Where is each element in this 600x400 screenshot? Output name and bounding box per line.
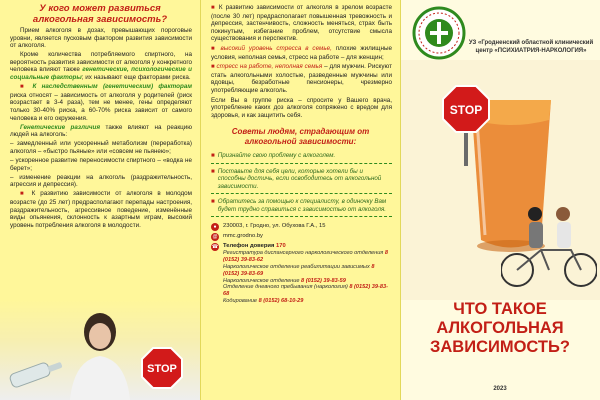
bullet-icon: ■ [211,198,215,206]
location-pin-icon: ● [211,223,219,231]
text-span: К развитию зависимости от алкоголя в зрелом возрасте (после 30 лет) предрасполагает повышенная тревожность и депрессия, застенчивость, сложность меняться, страх быть покинутым, избегание проблем, отсутствие смысла существования и перспектив. [211,4,392,43]
woman-refusing-photo [0,300,200,400]
stop-sign-icon [441,84,491,166]
phone-entry [223,250,392,264]
woman-icon [60,310,140,400]
highlight-green: генетические, психологические и социальные факторы [10,66,192,82]
panel2-para-3 [211,63,392,94]
list-item: – замедленный или ускоренный метаболизм (переработка) алкоголя – «быстро пьяные» или «совсем не пьянею»; [10,140,192,155]
brochure-title: ЧТО ТАКОЕ АЛКОГОЛЬНАЯ ЗАВИСИМОСТЬ? [430,300,570,356]
bullet-icon: ■ [211,167,215,175]
hotline [223,243,392,250]
panel1-body [0,27,200,229]
phone-label: Кодирование [223,297,258,304]
panel2-para-2 [211,45,392,61]
organization-name: УЗ «Гродненский областной клинический центр «ПСИХИАТРИЯ-НАРКОЛОГИЯ» [468,40,594,54]
text-span: – для мужчин. Рискуют стать алкогольными холостые, разведенные мужчины или вдовцы, безработные пенсионеры, чрезмерно употребляющие алкоголь. [211,63,392,94]
stop-sign-text: STOP [147,363,177,375]
hotline-number: 170 [276,243,286,250]
tip-text: Обратитесь за помощью к специалисту, в одиночку Вам будет трудно справиться с зависимостью от алкоголя. [217,198,387,213]
phone-number: 8 (0152) 39-83-59 [301,277,346,284]
phones-list [223,243,392,304]
stop-sign-icon [140,346,184,390]
phone-entry [223,284,392,298]
phone-icon: ☎ [211,244,219,251]
text-span: ; их называют еще факторами риска. [81,74,191,82]
highlight-red: стресс на работе, неполная семья [216,63,323,71]
address-row [211,223,392,231]
bullet-icon [211,45,221,52]
tip-item [211,150,392,164]
panel1-para-2 [10,51,192,81]
panel1-para-5 [10,190,192,229]
phone-number: 8 (0152) 39-83-69 [223,263,375,277]
highlight-green: К наследственным (генетическим) факторам [32,83,192,91]
bullet-icon [20,190,32,197]
panel2-para-4: Если Вы в группе риска – спросите у Вашего врача, употребление каких доз алкоголя сопряжено с вредом для здоровья, и как защитить себя. [211,96,392,119]
bullet-icon: ■ [211,152,215,160]
panel1-para-1: Прием алкоголя в дозах, превышающих пороговые уровни, является пусковым фактором развития зависимости от алкоголя. [10,27,192,50]
hotline-label: Телефон доверия [223,243,275,250]
panel2-para-1 [211,4,392,43]
highlight-red: высокий уровень стресса в семье, [220,44,332,52]
panel1-para-3 [10,83,192,122]
phone-label: Регистратура диспансерного наркологического отделения [223,250,384,257]
phone-number: 8 (0152) 39-83-62 [223,250,388,264]
phone-label: Наркологическое отделение [223,277,300,284]
tip-text: Поставьте для себя цели, которые хотели бы и способны достичь, если освободитесь от алкогольной зависимости. [217,167,382,190]
text-span: также влияют на реакцию людей на алкоголь: [10,123,192,139]
phone-entry [223,298,392,305]
bullet-icon [211,4,219,11]
phone-number: 8 (0152) 39-83-68 [223,284,388,298]
tandem-bike-couple-icon [501,200,597,290]
website-link[interactable]: mmc.grodno.by [223,233,263,240]
address-text: 230003, г. Гродно, ул. Обухова Г.А., 15 [223,223,326,230]
tip-item [211,166,392,195]
clinic-logo [412,6,466,60]
phone-number: 8 (0152) 68-10-29 [258,297,304,304]
bullet-icon [20,83,32,90]
panel2-body [201,0,400,119]
text-span: К развитию зависимости от алкоголя в молодом возрасте (до 25 лет) предрасполагают перепады настроения, раздражительность, агрессивное поведение, изменённые виды опьянения, склонность к азартным играм, высокий уровень потребления алкоголя в молодости. [10,190,193,229]
hotline-row [211,243,392,304]
list-item: – ускоренное развитие переносимости спиртного – «водка не берет»; [10,157,192,172]
text-span: плохие жилищные условия, неполная семья, стресс на работе – для женщин; [211,44,392,61]
contacts [201,219,400,304]
panel1-title: У кого может развиться алкогольная зависимость? [32,3,168,25]
panel-middle [200,0,400,400]
text-span: риска относят – зависимость от алкоголя у родителей (риск возрастает в 3-4 раза), тем не менее, гены определяют только 30-40% риска, а 60-70% риска зависит от самого человека и его окружения. [10,91,192,122]
tips-list [201,150,400,217]
website-row [211,233,392,241]
globe-icon: @ [212,234,218,241]
text-span: Кроме количества потребляемого спиртного, на вероятность развития зависимости от алкоголя у конкретного человека влияют также [10,51,192,74]
stop-sign-text: STOP [449,103,483,117]
panel-left [0,0,200,400]
bottle-icon [6,354,66,394]
phone-label: Отделение дневного пребывания (наркология) [223,284,348,291]
year-label: 2023 [493,386,507,392]
phone-entry [223,278,392,285]
phone-entry [223,264,392,278]
phone-label: Наркологическое отделение реабилитации зависимых [223,263,370,270]
tip-item [211,196,392,217]
tips-title: Советы людям, страдающим от алкогольной зависимости: [231,127,370,146]
tip-text: Признайте свою проблему с алкоголем. [217,152,336,160]
list-item: – изменение реакции на алкоголь (раздражительность, агрессия и депрессия). [10,173,192,189]
highlight-green: Генетические различия [20,123,101,131]
panel1-para-4 [10,124,192,139]
